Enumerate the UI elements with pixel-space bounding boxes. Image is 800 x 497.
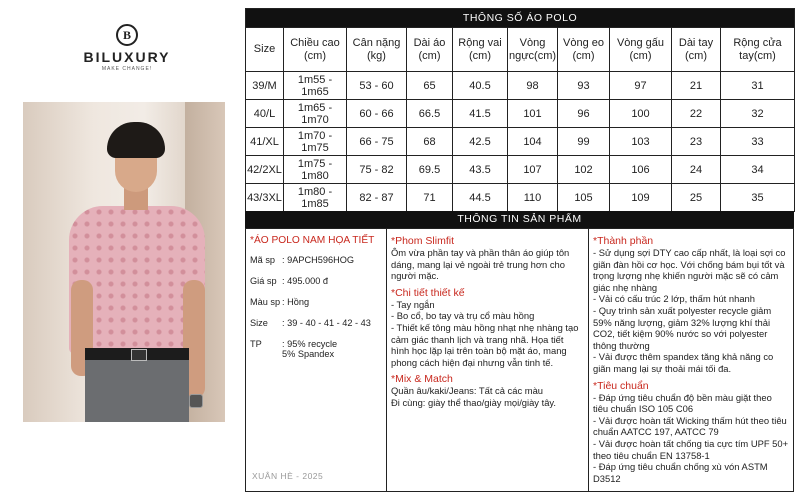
table-cell: 1m55 - 1m65	[284, 72, 347, 100]
header-cell: Dài tay (cm)	[672, 28, 721, 72]
table-cell: 21	[672, 72, 721, 100]
table-cell: 42.5	[453, 128, 508, 156]
brand-logo	[72, 24, 182, 72]
standard-text: - Đáp ứng tiêu chuẩn độ bền màu giặt theo tiêu chuẩn ISO 105 C06 - Vải được hoàn tất Wicking thấm hút theo tiêu chuẩn AATCC 197, AATCC 79 - Vải được hoàn tất chống tia cực tím UPF 50+ theo tiêu chuẩn EN 13758-1 - Đáp ứng tiêu chuẩn chống xù vón ASTM D3512	[593, 391, 789, 484]
mix-text: Quần âu/kaki/Jeans: Tất cả các màu Đi cùng: giày thể thao/giày mọi/giày tây.	[391, 385, 557, 408]
spec-row	[250, 255, 386, 265]
table-cell: 25	[672, 184, 721, 212]
product-material-column	[589, 229, 793, 491]
table-cell: 41.5	[453, 100, 508, 128]
header-cell: Vòng gấu (cm)	[610, 28, 672, 72]
table-cell: 40.5	[453, 72, 508, 100]
header-cell: Cân nặng (kg)	[347, 28, 407, 72]
size-table	[245, 8, 795, 212]
spec-key: Giá sp	[250, 276, 277, 286]
spec-value: : 495.000 đ	[282, 276, 328, 286]
size-table-title: THÔNG SỐ ÁO POLO	[246, 9, 795, 28]
table-cell: 103	[610, 128, 672, 156]
table-cell: 39/M	[246, 72, 284, 100]
table-cell: 35	[721, 184, 795, 212]
table-cell: 34	[721, 156, 795, 184]
belt-buckle	[131, 349, 147, 361]
table-cell: 32	[721, 100, 795, 128]
table-cell: 60 - 66	[347, 100, 407, 128]
table-cell: 97	[610, 72, 672, 100]
table-cell: 109	[610, 184, 672, 212]
brand-tagline: MAKE CHANGE!	[101, 66, 153, 72]
product-name: *ÁO POLO NAM HỌA TIẾT	[250, 235, 375, 246]
material-title: *Thành phần	[593, 235, 654, 247]
table-cell: 96	[558, 100, 610, 128]
table-cell: 44.5	[453, 184, 508, 212]
table-cell: 23	[672, 128, 721, 156]
table-cell: 106	[610, 156, 672, 184]
table-row	[246, 156, 795, 184]
table-cell: 41/XL	[246, 128, 284, 156]
header-cell: Rộng cửa tay(cm)	[721, 28, 795, 72]
table-cell: 105	[558, 184, 610, 212]
table-row	[246, 72, 795, 100]
spec-value: : Hồng	[282, 297, 310, 307]
table-cell: 1m80 - 1m85	[284, 184, 347, 212]
form-text: Ôm vừa phần tay và phần thân áo giúp tôn dáng, mang lại vẻ ngoài trẻ trung hơn cho người mặc.	[391, 247, 570, 282]
header-cell: Vòng eo (cm)	[558, 28, 610, 72]
header-cell: Vòng ngực(cm)	[508, 28, 558, 72]
header-cell: Rộng vai (cm)	[453, 28, 508, 72]
spec-value: : 95% recycle 5% Spandex	[282, 339, 338, 359]
logo-mark-icon: B	[116, 24, 138, 46]
spec-key: Màu sp	[250, 297, 281, 307]
table-cell: 1m75 - 1m80	[284, 156, 347, 184]
table-row	[246, 100, 795, 128]
table-cell: 31	[721, 72, 795, 100]
table-cell: 75 - 82	[347, 156, 407, 184]
table-cell: 100	[610, 100, 672, 128]
header-cell: Chiều cao (cm)	[284, 28, 347, 72]
material-text: - Sử dụng sợi DTY cao cấp nhất, là loại sợi co giãn đàn hồi cơ học. Với chống bám bụi tốt và trọng lượng nhẹ khiến người mặc sẽ có cảm giác nhẹ nhàng - Vải có cấu trúc 2 lớp, thấm hút nhanh - Quy trình sản xuất polyester recycle giảm 59% năng lượng, giảm 32% lượng khí thải CO2, tiết kiệm 90% nước so với polyester thông thường - Vải được thêm spandex tăng khả năng co giãn mang lại sự thoải mái tối đa.	[593, 247, 786, 374]
model-hair	[107, 122, 165, 158]
table-cell: 104	[508, 128, 558, 156]
table-cell: 65	[407, 72, 453, 100]
table-cell: 66 - 75	[347, 128, 407, 156]
table-cell: 1m70 - 1m75	[284, 128, 347, 156]
table-cell: 107	[508, 156, 558, 184]
mix-title: *Mix & Match	[391, 373, 453, 386]
table-cell: 1m65 - 1m70	[284, 100, 347, 128]
table-cell: 22	[672, 100, 721, 128]
table-cell: 24	[672, 156, 721, 184]
table-cell: 98	[508, 72, 558, 100]
season-label: XUÂN HÈ - 2025	[252, 471, 324, 481]
table-cell: 71	[407, 184, 453, 212]
product-specs-column	[246, 229, 387, 491]
spec-key: Size	[250, 318, 268, 328]
header-cell: Size	[246, 28, 284, 72]
table-cell: 33	[721, 128, 795, 156]
size-table-header	[246, 28, 795, 72]
table-cell: 42/2XL	[246, 156, 284, 184]
table-row	[246, 184, 795, 212]
product-info-title: THÔNG TIN SẢN PHẨM	[245, 211, 794, 228]
spec-key: TP	[250, 339, 262, 349]
table-cell: 66.5	[407, 100, 453, 128]
spec-row	[250, 339, 386, 359]
model-pants	[85, 360, 189, 422]
brand-name: BILUXURY	[83, 49, 171, 65]
standard-title: *Tiêu chuẩn	[593, 379, 649, 392]
table-cell: 69.5	[407, 156, 453, 184]
product-design-column	[387, 229, 589, 491]
table-cell: 53 - 60	[347, 72, 407, 100]
table-cell: 102	[558, 156, 610, 184]
detail-text: - Tay ngắn - Bo cổ, bo tay và trụ cổ màu hồng - Thiết kế tông màu hồng nhạt nhẹ nhàng tạo cảm giác thanh lịch và trang nhã. Họa tiết hình học lặp lại trên toàn bộ mặt áo, mang phong cách hiện đại nhưng vẫn tinh tế.	[391, 298, 579, 368]
spec-row	[250, 297, 386, 307]
form-title: *Phom Slimfit	[391, 235, 455, 247]
table-cell: 93	[558, 72, 610, 100]
table-cell: 43/3XL	[246, 184, 284, 212]
table-cell: 110	[508, 184, 558, 212]
table-cell: 40/L	[246, 100, 284, 128]
header-cell: Dài áo (cm)	[407, 28, 453, 72]
table-cell: 101	[508, 100, 558, 128]
table-row	[246, 128, 795, 156]
table-cell: 82 - 87	[347, 184, 407, 212]
product-info-box	[245, 228, 794, 492]
spec-key: Mã sp	[250, 255, 276, 265]
detail-title: *Chi tiết thiết kế	[391, 286, 465, 299]
wrist-watch	[189, 394, 203, 408]
spec-row	[250, 318, 386, 328]
table-cell: 99	[558, 128, 610, 156]
table-cell: 43.5	[453, 156, 508, 184]
spec-row	[250, 276, 386, 286]
spec-value: : 39 - 40 - 41 - 42 - 43	[282, 318, 371, 328]
spec-value: : 9APCH596HOG	[282, 255, 354, 265]
product-photo	[23, 102, 225, 422]
table-cell: 68	[407, 128, 453, 156]
